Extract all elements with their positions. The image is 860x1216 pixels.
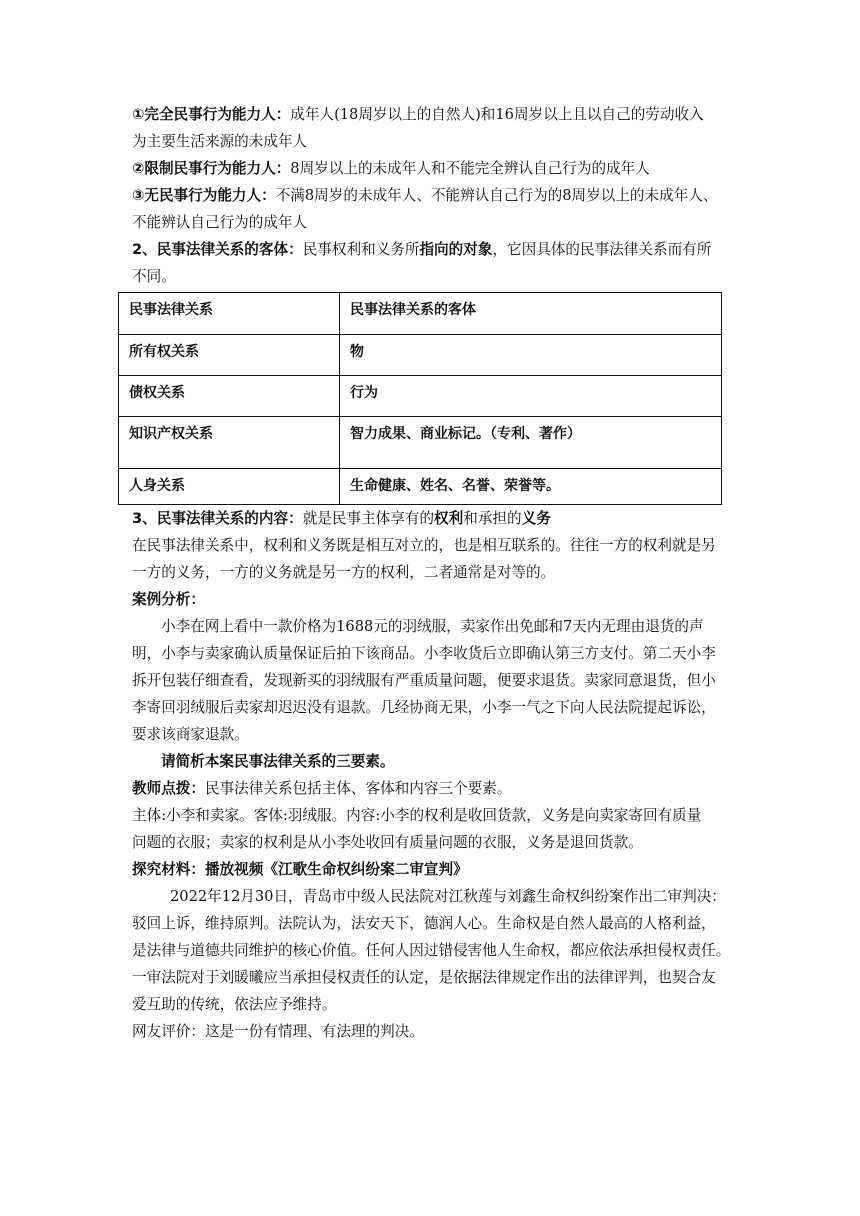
table-row xyxy=(119,376,722,417)
table-cell: 知识产权关系 xyxy=(119,417,340,469)
table-row xyxy=(119,469,722,505)
table-header-cell: 民事法律关系 xyxy=(119,293,340,335)
section-content-line: 在民事法律关系中，权利和义务既是相互对立的，也是相互联系的。往往一方的权利就是另 xyxy=(132,537,716,554)
section-content-line: 一方的义务，一方的义务就是另一方的权利，二者通常是对等的。 xyxy=(132,564,556,581)
case-line: 明，小李与卖家确认质量保证后拍下该商品。小李收货后立即确认第三方支付。第二天小李 xyxy=(132,645,716,662)
table-cell: 生命健康、姓名、名誉、荣誉等。 xyxy=(340,469,722,505)
case-line: 拆开包装仔细查看，发现新买的羽绒服有严重质量问题，便要求退货。卖家同意退货，但小 xyxy=(132,672,716,689)
explore-line: 是法律与道德共同维护的核心价值。任何人因过错侵害他人生命权，都应依法承担侵权责任。 xyxy=(132,942,731,959)
item-no-capacity: ③无民事行为能力人：不满8周岁的未成年人、不能辨认自己行为的8周岁以上的未成年人、 xyxy=(132,187,718,204)
item-full-capacity: ①完全民事行为能力人：成年人(18周岁以上的自然人)和16周岁以上且以自己的劳动收入 xyxy=(132,106,704,123)
table-cell: 物 xyxy=(340,335,722,376)
teacher-line: 问题的衣服；卖家的权利是从小李处收回有质量问题的衣服，义务是退回货款。 xyxy=(132,834,643,851)
table-cell: 智力成果、商业标记。（专利、著作） xyxy=(340,417,722,469)
case-title: 案例分析： xyxy=(132,591,205,608)
netizen-comment: 网友评价：这是一份有情理、有法理的判决。 xyxy=(132,1023,424,1040)
table-cell: 人身关系 xyxy=(119,469,340,505)
explore-line: 2022年12月30日，青岛市中级人民法院对江秋莲与刘鑫生命权纠纷案作出二审判决： xyxy=(170,888,726,905)
section-content-heading: 3、民事法律关系的内容：就是民事主体享有的权利和承担的义务 xyxy=(132,510,551,527)
table-header-row xyxy=(119,293,722,335)
explore-line: 爱互助的传统，依法应予维持。 xyxy=(132,996,337,1013)
table-row xyxy=(119,335,722,376)
item-limited-capacity: ②限制民事行为能力人：8周岁以上的未成年人和不能完全辨认自己行为的成年人 xyxy=(132,160,650,177)
table-cell: 所有权关系 xyxy=(119,335,340,376)
item-full-capacity-cont: 为主要生活来源的未成年人 xyxy=(132,133,308,150)
explore-title: 探究材料：播放视频《江歌生命权纠纷案二审宣判》 xyxy=(132,861,468,878)
object-table xyxy=(118,292,722,505)
table-cell: 债权关系 xyxy=(119,376,340,417)
table-row xyxy=(119,417,722,469)
explore-line: 一审法院对于刘暖曦应当承担侵权责任的认定，是依据法律规定作出的法律评判，也契合友 xyxy=(132,969,716,986)
section-object-cont: 不同。 xyxy=(132,268,176,285)
case-line: 要求该商家退款。 xyxy=(132,726,249,743)
case-question: 请简析本案民事法律关系的三要素。 xyxy=(161,753,395,770)
teacher-note: 教师点拨：民事法律关系包括主体、客体和内容三个要素。 xyxy=(132,780,512,797)
case-line: 李寄回羽绒服后卖家却迟迟没有退款。几经协商无果，小李一气之下向人民法院提起诉讼， xyxy=(132,699,716,716)
item-no-capacity-cont: 不能辨认自己行为的成年人 xyxy=(132,214,308,231)
table-header-cell: 民事法律关系的客体 xyxy=(340,293,722,335)
table-cell: 行为 xyxy=(340,376,722,417)
case-line: 小李在网上看中一款价格为1688元的羽绒服，卖家作出免邮和7天内无理由退货的声 xyxy=(161,618,704,635)
teacher-line: 主体:小李和卖家。客体:羽绒服。内容:小李的权利是收回货款，义务是向卖家寄回有质量 xyxy=(132,807,702,824)
section-object-heading: 2、民事法律关系的客体：民事权利和义务所指向的对象，它因具体的民事法律关系而有所 xyxy=(132,241,712,258)
explore-line: 驳回上诉，维持原判。法院认为，法安天下，德润人心。生命权是自然人最高的人格利益， xyxy=(132,915,716,932)
document-content xyxy=(129,101,732,1045)
